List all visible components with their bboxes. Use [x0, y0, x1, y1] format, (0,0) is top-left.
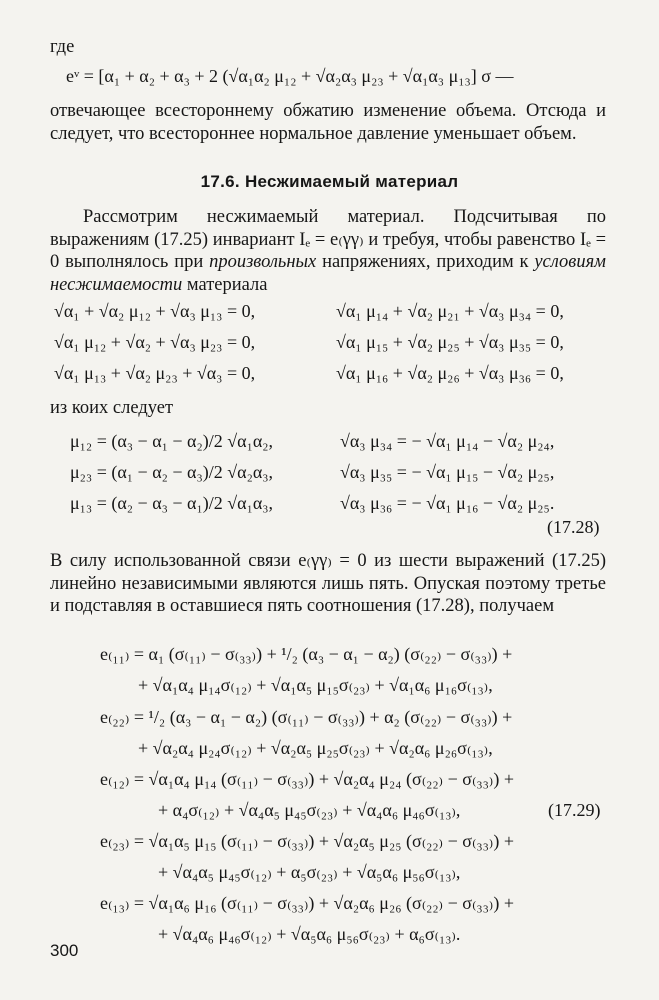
- paragraph-independent: В силу использованной связи e₍γγ₎ = 0 из шести выражений (17.25) линейно независимыми являются лишь пять. Опуская поэтому третье и подставляя в оставшиеся пять соотношения (17.28), получаем: [50, 551, 606, 616]
- from-which-text: из коих следует: [50, 398, 174, 418]
- strain-equation: e₍₂₂₎ = ¹/₂ (α₃ − α₁ − α₂) (σ₍₁₁₎ − σ₍₃₃₎) + α₂ (σ₍₂₂₎ − σ₍₃₃₎) +: [100, 707, 513, 727]
- paragraph-text: Рассмотрим несжимаемый материал. Подсчитывая по выражениям (17.25) инвариант Iₑ = e₍γγ₎ и требуя, чтобы равенство Iₑ = 0 выполнялось при: [50, 207, 606, 272]
- mu-equation: √α₃ μ₃₆ = − √α₁ μ₁₆ − √α₂ μ₂₅.: [340, 493, 555, 513]
- equation-ev: eᵛ = [α₁ + α₂ + α₃ + 2 (√α₁α₂ μ₁₂ + √α₂α₃ μ₂₃ + √α₁α₃ μ₁₃] σ —: [66, 66, 514, 86]
- mu-equation: μ₁₂ = (α₃ − α₁ − α₂)/2 √α₁α₂,: [70, 431, 274, 451]
- condition-equation: √α₁ + √α₂ μ₁₂ + √α₃ μ₁₃ = 0,: [54, 301, 256, 321]
- intro-word: где: [50, 37, 75, 57]
- strain-equation: + √α₄α₅ μ₄₅σ₍₁₂₎ + α₅σ₍₂₃₎ + √α₅α₆ μ₅₆σ₍₁₃₎,: [158, 862, 461, 882]
- mu-equation: √α₃ μ₃₅ = − √α₁ μ₁₅ − √α₂ μ₂₅,: [340, 462, 555, 482]
- strain-equation: e₍₂₃₎ = √α₁α₅ μ₁₅ (σ₍₁₁₎ − σ₍₃₃₎) + √α₂α₅ μ₂₅ (σ₍₂₂₎ − σ₍₃₃₎) +: [100, 831, 514, 851]
- section-heading: 17.6. Несжимаемый материал: [200, 172, 459, 191]
- condition-equation: √α₁ μ₁₅ + √α₂ μ₂₅ + √α₃ μ₃₅ = 0,: [336, 332, 564, 352]
- paragraph-volume-change: отвечающее всестороннему обжатию изменение объема. Отсюда и следует, что всестороннее нормальное давление уменьшает объем.: [50, 101, 606, 144]
- equation-number-17-28: (17.28): [547, 517, 600, 537]
- paragraph-incompressible: [50, 206, 606, 296]
- mu-equation: √α₃ μ₃₄ = − √α₁ μ₁₄ − √α₂ μ₂₄,: [340, 431, 555, 451]
- condition-equation: √α₁ μ₁₃ + √α₂ μ₂₃ + √α₃ = 0,: [54, 363, 256, 383]
- emphasis-incompressibility-conditions: условиям несжимаемости: [50, 252, 606, 295]
- mu-equation: μ₁₃ = (α₂ − α₃ − α₁)/2 √α₁α₃,: [70, 493, 274, 513]
- equation-number-17-29: (17.29): [548, 800, 601, 820]
- strain-equation: e₍₁₁₎ = α₁ (σ₍₁₁₎ − σ₍₃₃₎) + ¹/₂ (α₃ − α₁ − α₂) (σ₍₂₂₎ − σ₍₃₃₎) +: [100, 644, 513, 664]
- page-number: 300: [50, 941, 79, 960]
- emphasis-arbitrary: произвольных: [209, 252, 317, 272]
- strain-equation: + √α₁α₄ μ₁₄σ₍₁₂₎ + √α₁α₅ μ₁₅σ₍₂₃₎ + √α₁α₆ μ₁₆σ₍₁₃₎,: [138, 675, 493, 695]
- strain-equation: e₍₁₃₎ = √α₁α₆ μ₁₆ (σ₍₁₁₎ − σ₍₃₃₎) + √α₂α₆ μ₂₆ (σ₍₂₂₎ − σ₍₃₃₎) +: [100, 893, 514, 913]
- condition-equation: √α₁ μ₁₄ + √α₂ μ₂₁ + √α₃ μ₃₄ = 0,: [336, 301, 564, 321]
- strain-equation: + √α₄α₆ μ₄₆σ₍₁₂₎ + √α₅α₆ μ₅₆σ₍₂₃₎ + α₆σ₍₁₃₎.: [158, 924, 461, 944]
- paragraph-text: напряжениях, приходим к: [316, 252, 535, 272]
- strain-equation: + α₄σ₍₁₂₎ + √α₄α₅ μ₄₅σ₍₂₃₎ + √α₄α₆ μ₄₆σ₍₁₃₎,: [158, 800, 461, 820]
- condition-equation: √α₁ μ₁₂ + √α₂ + √α₃ μ₂₃ = 0,: [54, 332, 256, 352]
- paragraph-text: материала: [182, 274, 268, 295]
- mu-equation: μ₂₃ = (α₁ − α₂ − α₃)/2 √α₂α₃,: [70, 462, 274, 482]
- condition-equation: √α₁ μ₁₆ + √α₂ μ₂₆ + √α₃ μ₃₆ = 0,: [336, 363, 564, 383]
- strain-equation: + √α₂α₄ μ₂₄σ₍₁₂₎ + √α₂α₅ μ₂₅σ₍₂₃₎ + √α₂α₆ μ₂₆σ₍₁₃₎,: [138, 738, 493, 758]
- strain-equation: e₍₁₂₎ = √α₁α₄ μ₁₄ (σ₍₁₁₎ − σ₍₃₃₎) + √α₂α₄ μ₂₄ (σ₍₂₂₎ − σ₍₃₃₎) +: [100, 769, 514, 789]
